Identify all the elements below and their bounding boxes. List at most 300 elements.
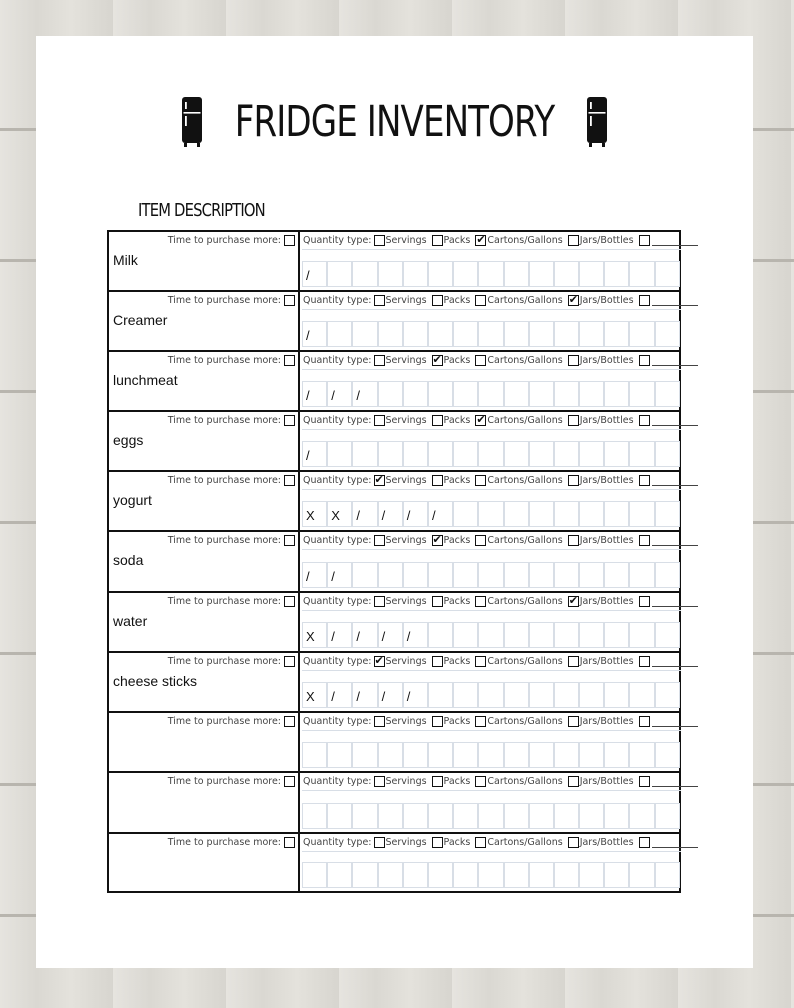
tally-cell[interactable] [478, 321, 503, 347]
tally-cell[interactable]: X [302, 682, 327, 708]
time-to-purchase-checkbox[interactable] [284, 776, 295, 787]
tally-cell[interactable] [352, 261, 377, 287]
tally-cell[interactable] [629, 441, 654, 467]
tally-cell[interactable] [529, 862, 554, 888]
tally-cell[interactable] [554, 862, 579, 888]
quantity-option-checkbox[interactable] [568, 656, 579, 667]
quantity-option-checkbox[interactable] [568, 355, 579, 366]
table-row [109, 352, 679, 412]
tally-cell[interactable] [378, 381, 403, 407]
tally-cell[interactable] [403, 742, 428, 768]
quantity-option-checkbox[interactable] [432, 837, 443, 848]
quantity-option-checkbox[interactable] [475, 235, 486, 246]
tally-cell[interactable] [554, 562, 579, 588]
quantity-option-checkbox[interactable] [475, 415, 486, 426]
table-row [109, 653, 679, 713]
quantity-cell [300, 232, 679, 290]
tally-cell[interactable]: / [378, 501, 403, 527]
tally-grid [302, 321, 681, 347]
tally-cell[interactable] [579, 261, 604, 287]
item-cell [109, 713, 300, 771]
tally-cell[interactable] [529, 562, 554, 588]
tally-cell[interactable] [428, 562, 453, 588]
tally-cell[interactable] [629, 321, 654, 347]
time-to-purchase-checkbox[interactable] [284, 535, 295, 546]
quantity-option-checkbox[interactable] [432, 355, 443, 366]
tally-cell[interactable] [529, 622, 554, 648]
tally-cell[interactable] [655, 441, 680, 467]
quantity-option-label: Jars/Bottles [579, 355, 634, 366]
quantity-option-checkbox[interactable] [568, 235, 579, 246]
tally-cell[interactable] [504, 321, 529, 347]
quantity-option-checkbox[interactable] [475, 656, 486, 667]
tally-cell[interactable] [554, 441, 579, 467]
tally-cell[interactable] [302, 803, 327, 829]
tally-cell[interactable]: / [378, 622, 403, 648]
other-option-line[interactable] [652, 717, 698, 727]
tally-cell[interactable]: / [403, 682, 428, 708]
tally-cell[interactable] [352, 441, 377, 467]
tally-cell[interactable] [554, 682, 579, 708]
quantity-option-checkbox[interactable] [432, 596, 443, 607]
tally-cell[interactable] [478, 682, 503, 708]
quantity-option-label: Servings [385, 716, 427, 727]
tally-cell[interactable] [327, 441, 352, 467]
quantity-option-checkbox[interactable] [432, 535, 443, 546]
quantity-option-checkbox[interactable] [475, 837, 486, 848]
tally-cell[interactable] [403, 261, 428, 287]
tally-cell[interactable]: / [302, 261, 327, 287]
tally-cell[interactable] [378, 441, 403, 467]
tally-cell[interactable] [428, 682, 453, 708]
item-name[interactable]: lunchmeat [113, 372, 178, 388]
tally-cell[interactable] [655, 381, 680, 407]
tally-cell[interactable] [554, 803, 579, 829]
tally-cell[interactable] [327, 803, 352, 829]
quantity-type-line [303, 596, 698, 607]
quantity-option-label: Cartons/Gallons [487, 535, 563, 546]
tally-cell[interactable]: / [327, 381, 352, 407]
time-to-purchase [168, 475, 296, 486]
quantity-type-line [303, 535, 698, 546]
tally-cell[interactable] [579, 622, 604, 648]
tally-cell[interactable] [504, 501, 529, 527]
tally-cell[interactable] [453, 803, 478, 829]
item-name[interactable]: yogurt [113, 492, 152, 508]
quantity-option-checkbox[interactable] [475, 535, 486, 546]
quantity-option-label: Cartons/Gallons [487, 596, 563, 607]
other-option-line[interactable] [652, 597, 698, 607]
tally-cell[interactable] [604, 441, 629, 467]
tally-cell[interactable] [579, 441, 604, 467]
tally-cell[interactable] [629, 622, 654, 648]
tally-cell[interactable] [378, 261, 403, 287]
quantity-option-checkbox[interactable] [432, 235, 443, 246]
tally-cell[interactable] [478, 803, 503, 829]
quantity-option-checkbox[interactable] [475, 596, 486, 607]
tally-cell[interactable] [403, 321, 428, 347]
time-to-purchase [168, 295, 296, 306]
tally-cell[interactable]: / [403, 501, 428, 527]
tally-cell[interactable] [629, 562, 654, 588]
tally-cell[interactable] [378, 562, 403, 588]
tally-cell[interactable] [453, 682, 478, 708]
tally-cell[interactable] [378, 803, 403, 829]
tally-cell[interactable] [302, 862, 327, 888]
quantity-option-checkbox[interactable] [568, 776, 579, 787]
tally-cell[interactable] [655, 682, 680, 708]
tally-cell[interactable] [453, 381, 478, 407]
tally-cell[interactable] [604, 261, 629, 287]
tally-cell[interactable] [579, 742, 604, 768]
tally-cell[interactable] [504, 562, 529, 588]
tally-cell[interactable] [453, 862, 478, 888]
tally-cell[interactable] [453, 622, 478, 648]
quantity-cell [300, 773, 679, 832]
tally-cell[interactable] [428, 441, 453, 467]
tally-cell[interactable] [529, 381, 554, 407]
tally-cell[interactable] [327, 862, 352, 888]
other-option-checkbox[interactable] [639, 475, 650, 486]
tally-cell[interactable] [554, 501, 579, 527]
quantity-option-checkbox[interactable] [374, 716, 385, 727]
item-name[interactable]: eggs [113, 432, 144, 448]
time-to-purchase-label: Time to purchase more: [167, 837, 281, 848]
time-to-purchase-checkbox[interactable] [284, 295, 295, 306]
tally-cell[interactable] [604, 862, 629, 888]
quantity-cell [300, 472, 679, 530]
quantity-option-checkbox[interactable] [432, 716, 443, 727]
tally-cell[interactable] [327, 261, 352, 287]
quantity-option-checkbox[interactable] [475, 295, 486, 306]
tally-cell[interactable]: / [327, 622, 352, 648]
other-option-checkbox[interactable] [639, 295, 650, 306]
tally-cell[interactable] [478, 562, 503, 588]
other-option-line[interactable] [652, 296, 698, 306]
quantity-option-checkbox[interactable] [374, 535, 385, 546]
tally-cell[interactable] [554, 622, 579, 648]
quantity-option-checkbox[interactable] [568, 415, 579, 426]
tally-cell[interactable] [554, 742, 579, 768]
tally-cell[interactable] [453, 441, 478, 467]
quantity-option-label: Packs [443, 837, 471, 848]
tally-cell[interactable] [504, 682, 529, 708]
quantity-option-checkbox[interactable] [432, 295, 443, 306]
quantity-option-checkbox[interactable] [374, 235, 385, 246]
quantity-option-label: Packs [443, 535, 471, 546]
quantity-option-checkbox[interactable] [432, 776, 443, 787]
tally-cell[interactable] [579, 501, 604, 527]
tally-cell[interactable] [352, 803, 377, 829]
tally-cell[interactable]: / [352, 622, 377, 648]
tally-cell[interactable] [403, 441, 428, 467]
tally-cell[interactable] [478, 261, 503, 287]
tally-cell[interactable] [655, 862, 680, 888]
tally-cell[interactable] [579, 381, 604, 407]
tally-cell[interactable] [554, 381, 579, 407]
tally-cell[interactable] [327, 321, 352, 347]
tally-cell[interactable] [604, 622, 629, 648]
tally-cell[interactable] [579, 862, 604, 888]
tally-cell[interactable] [629, 261, 654, 287]
other-option-checkbox[interactable] [639, 235, 650, 246]
quantity-option-checkbox[interactable] [568, 475, 579, 486]
tally-cell[interactable] [529, 501, 554, 527]
quantity-option-checkbox[interactable] [374, 596, 385, 607]
time-to-purchase-checkbox[interactable] [284, 716, 295, 727]
tally-cell[interactable] [504, 261, 529, 287]
tally-cell[interactable] [352, 562, 377, 588]
tally-cell[interactable] [504, 381, 529, 407]
tally-cell[interactable]: / [327, 562, 352, 588]
tally-cell[interactable]: / [302, 381, 327, 407]
item-name[interactable]: Creamer [113, 312, 168, 328]
tally-cell[interactable]: / [302, 441, 327, 467]
quantity-type-line [303, 475, 698, 486]
quantity-option-label: Cartons/Gallons [487, 235, 563, 246]
tally-cell[interactable] [403, 381, 428, 407]
quantity-option-checkbox[interactable] [568, 295, 579, 306]
quantity-option-checkbox[interactable] [374, 295, 385, 306]
tally-cell[interactable] [327, 742, 352, 768]
quantity-option-checkbox[interactable] [374, 355, 385, 366]
tally-cell[interactable] [504, 441, 529, 467]
time-to-purchase-checkbox[interactable] [284, 596, 295, 607]
tally-cell[interactable] [629, 501, 654, 527]
item-cell [109, 773, 300, 832]
tally-cell[interactable] [604, 742, 629, 768]
other-option-line[interactable] [652, 657, 698, 667]
tally-cell[interactable] [554, 261, 579, 287]
quantity-option-checkbox[interactable] [374, 776, 385, 787]
tally-cell[interactable] [554, 321, 579, 347]
other-option-line[interactable] [652, 536, 698, 546]
tally-cell[interactable] [579, 682, 604, 708]
quantity-option-checkbox[interactable] [475, 716, 486, 727]
tally-cell[interactable] [655, 321, 680, 347]
time-to-purchase-checkbox[interactable] [284, 475, 295, 486]
tally-cell[interactable] [504, 862, 529, 888]
quantity-type-label: Quantity type: [303, 656, 372, 667]
tally-cell[interactable] [478, 622, 503, 648]
quantity-option-checkbox[interactable] [475, 776, 486, 787]
tally-cell[interactable]: / [302, 321, 327, 347]
quantity-option-checkbox[interactable] [374, 656, 385, 667]
tally-cell[interactable]: X [302, 501, 327, 527]
tally-cell[interactable] [378, 862, 403, 888]
tally-cell[interactable] [403, 862, 428, 888]
quantity-option-checkbox[interactable] [568, 596, 579, 607]
tally-cell[interactable] [579, 321, 604, 347]
other-option-checkbox[interactable] [639, 656, 650, 667]
tally-cell[interactable] [655, 622, 680, 648]
quantity-type-label: Quantity type: [303, 837, 372, 848]
tally-cell[interactable] [604, 562, 629, 588]
time-to-purchase-checkbox[interactable] [284, 415, 295, 426]
quantity-option-checkbox[interactable] [475, 355, 486, 366]
quantity-option-checkbox[interactable] [432, 656, 443, 667]
tally-cell[interactable] [629, 381, 654, 407]
tally-top-rule [302, 730, 681, 735]
tally-grid [302, 501, 681, 527]
quantity-type-label: Quantity type: [303, 235, 372, 246]
time-to-purchase-label: Time to purchase more: [167, 475, 281, 486]
tally-cell[interactable] [604, 803, 629, 829]
tally-cell[interactable] [529, 742, 554, 768]
tally-cell[interactable] [428, 261, 453, 287]
tally-cell[interactable] [428, 862, 453, 888]
tally-cell[interactable] [529, 441, 554, 467]
tally-cell[interactable] [428, 742, 453, 768]
time-to-purchase [168, 776, 296, 787]
other-option-line[interactable] [652, 476, 698, 486]
quantity-option-checkbox[interactable] [432, 475, 443, 486]
time-to-purchase [168, 535, 296, 546]
item-name[interactable]: Milk [113, 252, 138, 268]
time-to-purchase-checkbox[interactable] [284, 656, 295, 667]
tally-cell[interactable]: / [327, 682, 352, 708]
tally-cell[interactable] [453, 562, 478, 588]
time-to-purchase-checkbox[interactable] [284, 837, 295, 848]
item-cell [109, 532, 300, 591]
quantity-option-checkbox[interactable] [374, 837, 385, 848]
item-name[interactable]: water [113, 613, 148, 629]
quantity-option-checkbox[interactable] [568, 837, 579, 848]
quantity-option-label: Cartons/Gallons [487, 415, 563, 426]
tally-cell[interactable]: / [378, 682, 403, 708]
tally-cell[interactable] [352, 862, 377, 888]
tally-cell[interactable] [453, 501, 478, 527]
quantity-option-label: Cartons/Gallons [487, 776, 563, 787]
tally-cell[interactable] [629, 682, 654, 708]
tally-cell[interactable] [378, 321, 403, 347]
other-option-checkbox[interactable] [639, 596, 650, 607]
tally-cell[interactable] [655, 803, 680, 829]
tally-cell[interactable] [428, 803, 453, 829]
tally-cell[interactable]: X [327, 501, 352, 527]
tally-cell[interactable]: X [302, 622, 327, 648]
quantity-option-checkbox[interactable] [432, 415, 443, 426]
tally-cell[interactable] [629, 742, 654, 768]
tally-top-rule [302, 369, 681, 374]
tally-cell[interactable] [629, 862, 654, 888]
quantity-option-label: Jars/Bottles [579, 295, 634, 306]
tally-cell[interactable] [579, 803, 604, 829]
item-name[interactable]: cheese sticks [113, 673, 198, 689]
tally-cell[interactable] [428, 622, 453, 648]
other-option-checkbox[interactable] [639, 776, 650, 787]
time-to-purchase-label: Time to purchase more: [167, 716, 281, 727]
time-to-purchase-label: Time to purchase more: [167, 235, 281, 246]
time-to-purchase-checkbox[interactable] [284, 355, 295, 366]
other-option-line[interactable] [652, 777, 698, 787]
table-row [109, 232, 679, 292]
tally-cell[interactable]: / [352, 501, 377, 527]
tally-cell[interactable] [428, 321, 453, 347]
tally-cell[interactable] [478, 862, 503, 888]
tally-cell[interactable] [378, 742, 403, 768]
tally-cell[interactable] [453, 742, 478, 768]
other-option-checkbox[interactable] [639, 716, 650, 727]
tally-cell[interactable] [453, 261, 478, 287]
other-option-line[interactable] [652, 356, 698, 366]
tally-cell[interactable] [478, 381, 503, 407]
tally-cell[interactable] [478, 441, 503, 467]
tally-cell[interactable]: / [352, 682, 377, 708]
tally-cell[interactable] [403, 562, 428, 588]
tally-cell[interactable] [655, 562, 680, 588]
tally-top-rule [302, 489, 681, 494]
tally-cell[interactable] [655, 261, 680, 287]
tally-cell[interactable]: / [428, 501, 453, 527]
time-to-purchase-checkbox[interactable] [284, 235, 295, 246]
quantity-option-checkbox[interactable] [568, 716, 579, 727]
tally-cell[interactable] [529, 803, 554, 829]
tally-cell[interactable] [629, 803, 654, 829]
other-option-line[interactable] [652, 416, 698, 426]
quantity-type-label: Quantity type: [303, 355, 372, 366]
other-option-line[interactable] [652, 236, 698, 246]
item-name[interactable]: soda [113, 552, 144, 568]
other-option-line[interactable] [652, 838, 698, 848]
quantity-option-checkbox[interactable] [568, 535, 579, 546]
tally-cell[interactable] [352, 321, 377, 347]
tally-cell[interactable] [604, 321, 629, 347]
tally-cell[interactable] [655, 501, 680, 527]
tally-cell[interactable] [478, 501, 503, 527]
tally-cell[interactable] [428, 381, 453, 407]
quantity-option-checkbox[interactable] [475, 475, 486, 486]
tally-cell[interactable] [504, 622, 529, 648]
tally-cell[interactable] [529, 682, 554, 708]
tally-cell[interactable]: / [403, 622, 428, 648]
tally-grid [302, 622, 681, 648]
quantity-option-label: Packs [443, 415, 471, 426]
tally-cell[interactable] [453, 321, 478, 347]
tally-cell[interactable] [604, 501, 629, 527]
other-option-checkbox[interactable] [639, 837, 650, 848]
tally-cell[interactable] [504, 742, 529, 768]
tally-cell[interactable]: / [352, 381, 377, 407]
quantity-type-line [303, 837, 698, 848]
tally-cell[interactable]: / [302, 562, 327, 588]
tally-cell[interactable] [403, 803, 428, 829]
quantity-option-checkbox[interactable] [374, 415, 385, 426]
tally-grid [302, 742, 681, 768]
other-option-checkbox[interactable] [639, 535, 650, 546]
quantity-option-label: Packs [443, 295, 471, 306]
quantity-type-label: Quantity type: [303, 596, 372, 607]
quantity-option-label: Cartons/Gallons [487, 355, 563, 366]
tally-cell[interactable] [478, 742, 503, 768]
other-option-checkbox[interactable] [639, 355, 650, 366]
tally-cell[interactable] [604, 381, 629, 407]
other-option-checkbox[interactable] [639, 415, 650, 426]
tally-cell[interactable] [352, 742, 377, 768]
quantity-option-checkbox[interactable] [374, 475, 385, 486]
time-to-purchase [168, 415, 296, 426]
tally-cell[interactable] [529, 261, 554, 287]
tally-cell[interactable] [529, 321, 554, 347]
tally-top-rule [302, 851, 681, 856]
quantity-type-line [303, 776, 698, 787]
tally-top-rule [302, 670, 681, 675]
tally-cell[interactable] [504, 803, 529, 829]
tally-cell[interactable] [302, 742, 327, 768]
tally-cell[interactable] [579, 562, 604, 588]
tally-cell[interactable] [655, 742, 680, 768]
tally-cell[interactable] [604, 682, 629, 708]
